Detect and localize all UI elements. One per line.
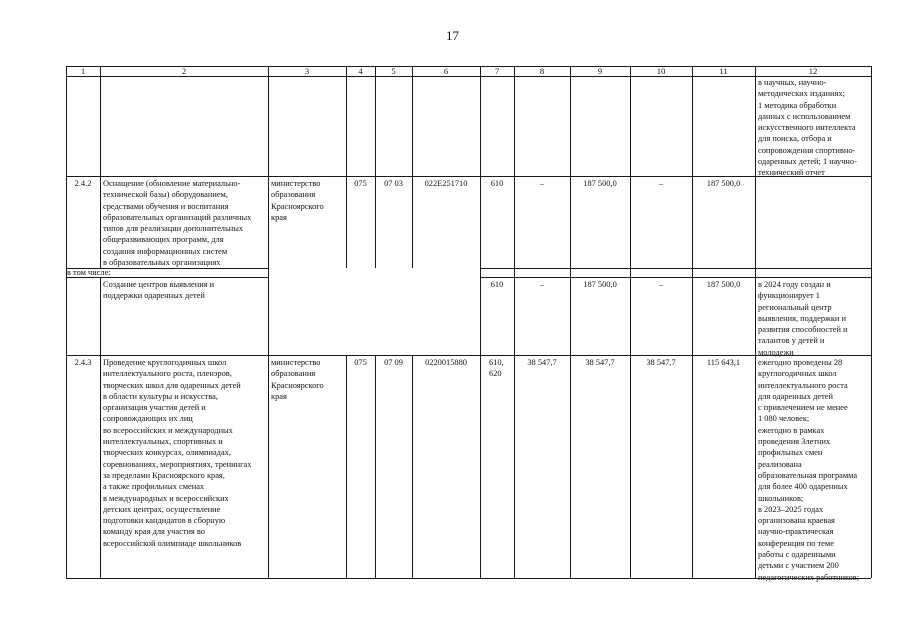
header-cell: 5 <box>391 66 396 76</box>
col-divider <box>100 277 101 578</box>
col-divider <box>692 66 693 578</box>
amount-2024: 187 500,0 <box>583 179 617 188</box>
col-divider <box>630 66 631 578</box>
csr-code: 0220015880 <box>425 358 467 367</box>
amount-total: 187 500,0 <box>706 280 741 289</box>
header-cell: 9 <box>597 66 603 76</box>
row-number: 2.4.3 <box>74 358 92 367</box>
amount-2023: – <box>539 179 545 188</box>
grbs-code: 075 <box>354 358 367 367</box>
col-divider <box>375 355 376 578</box>
row-divider <box>66 176 871 177</box>
measure-name: Создание центров выявления и поддержки одаренных детей <box>103 280 215 301</box>
col-divider <box>346 355 347 578</box>
amount-2025: 38 547,7 <box>646 358 676 367</box>
col-divider <box>755 66 756 578</box>
expected-result: ежегодно проведены 28 круглогодичных школ интеллектуального роста для одаренных детей с привлечением не менее 1 080 человек; ежегодно в рамках проведения 3летних профильных смен реализована образовательная программа для более 400 одаренных школьников; в 2023–2025 годах организована краевая научно-практическая конференция по теме работы с одаренными детьми с участием 200 педагогических работников; <box>758 358 860 582</box>
continuation-result-text: в научных, научно- методических изданиях; 1 методика обработки данных с использованием искусственного интеллекта для поиска, отбора и сопровождения спортивно- одаренных детей; 1 научно- технический отчет <box>758 78 857 178</box>
col-divider <box>375 66 376 268</box>
executor: министерство образования Красноярского края <box>271 358 324 401</box>
page-number: 17 <box>446 28 459 43</box>
table-border-left <box>66 66 67 578</box>
measure-name: Оснащение (обновление материально- технической базы) оборудованием, средствами обучения и воспитания образовательных организаций различных типов для реализации дополнительных общеразвивающих программ, для создания информационных систем в образовательных организациях <box>103 179 252 268</box>
col-divider <box>268 66 269 578</box>
amount-2023: 38 547,7 <box>527 358 557 367</box>
header-cell: 3 <box>304 66 310 76</box>
rzpr-code: 07 09 <box>384 358 403 367</box>
subheader-divider <box>480 268 871 269</box>
header-cell: 11 <box>719 66 728 76</box>
col-divider <box>514 66 515 578</box>
amount-2025: – <box>658 280 664 289</box>
vr-code: 610 <box>490 179 504 188</box>
expected-result: в 2024 году создан и функционирует 1 региональный центр выявления, поддержки и развития способностей и талантов у детей и молодежи <box>758 280 848 357</box>
header-cell: 12 <box>808 66 818 76</box>
col-divider <box>412 66 413 268</box>
vr-code: 610, 620 <box>489 358 504 379</box>
col-divider <box>570 66 571 578</box>
header-cell: 7 <box>494 66 500 76</box>
col-divider <box>412 355 413 578</box>
including-label: в том числе: <box>67 268 111 277</box>
amount-2023: – <box>539 280 545 289</box>
col-divider <box>480 66 481 578</box>
header-cell: 2 <box>181 66 187 76</box>
header-row-bottom <box>66 76 871 77</box>
rzpr-code: 07 03 <box>384 179 403 188</box>
amount-2024: 38 547,7 <box>585 358 615 367</box>
row-number: 2.4.2 <box>74 179 92 188</box>
header-cell: 6 <box>443 66 449 76</box>
header-cell: 10 <box>656 66 666 76</box>
measure-name: Проведение круглогодичных школ интеллектуального роста, пленэров, творческих школ для одаренных детей в области культуры и искусства, организация участия детей и сопровождающих их лиц во всероссийских и международных интеллектуальных, спортивных и творческих конкурсах, олимпиадах, соревнованиях, мероприятиях, тренингах за пределами Красноярского края, а также профильных сменах в международных и всероссийских детских центрах, осуществление подготовки кандидатов в сборную команду края для участия во всероссийской олимпиаде школьников <box>103 358 252 548</box>
executor: министерство образования Красноярского края <box>271 179 324 222</box>
table-border-bottom <box>66 578 871 579</box>
grbs-code: 075 <box>354 179 367 188</box>
subheader-divider <box>480 277 871 278</box>
amount-total: 187 500,0 <box>706 179 741 188</box>
table-border-right <box>871 66 872 578</box>
header-cell: 1 <box>80 66 86 76</box>
header-cell: 4 <box>358 66 363 76</box>
vr-code: 610 <box>490 280 504 289</box>
header-cell: 8 <box>539 66 545 76</box>
amount-2024: 187 500,0 <box>583 280 617 289</box>
row-divider <box>66 355 871 356</box>
col-divider <box>100 66 101 268</box>
amount-2025: – <box>658 179 664 188</box>
amount-total: 115 643,1 <box>706 358 741 367</box>
col-divider <box>346 66 347 268</box>
csr-code: 022E251710 <box>424 179 468 188</box>
